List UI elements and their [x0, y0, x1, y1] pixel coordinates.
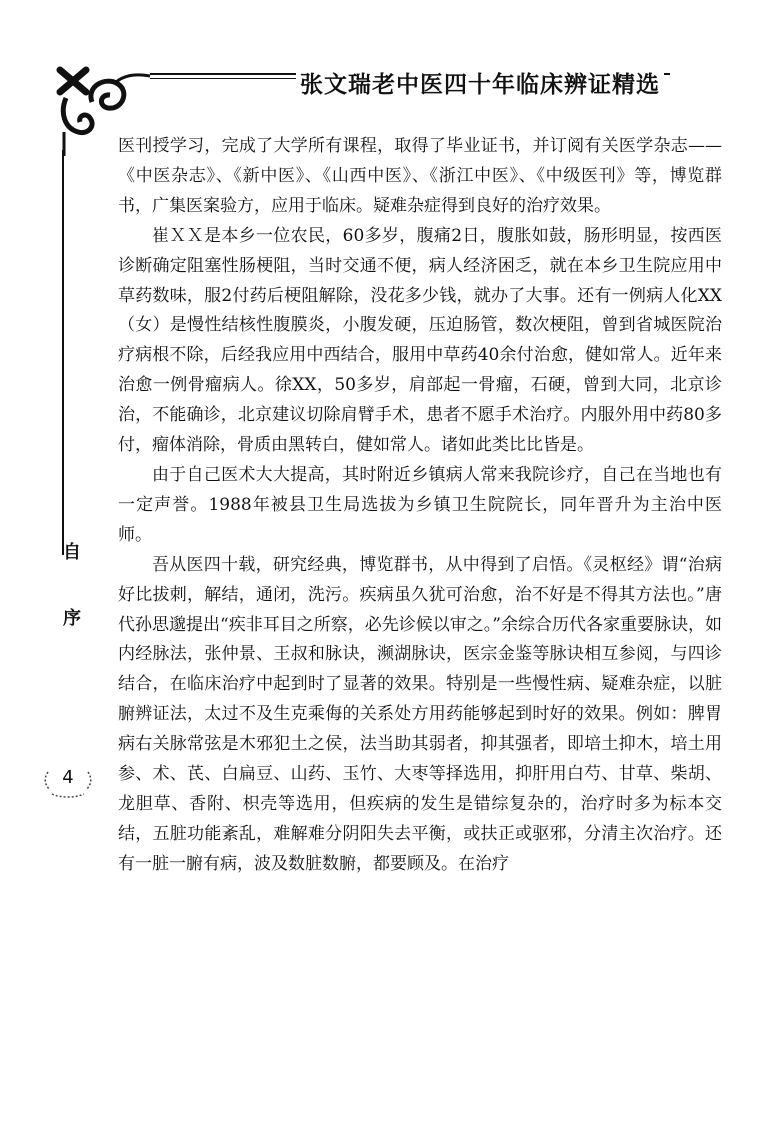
paragraph: 崔ＸＸ是本乡一位农民，60多岁，腹痛2日，腹胀如鼓，肠形明显，按西医诊断确定阻塞性肠梗阻，当时交通不便，病人经济困乏，就在本乡卫生院应用中草药数味，服2付药后梗阻解除，没花多少钱，就办了大事。还有一例病人化XX（女）是慢性结核性腹膜炎，小腹发硬，压迫肠管，数次梗阻，曾到省城医院治疗病根不除，后经我应用中西结合，服用中草药40余付治愈，健如常人。近年来治愈一例骨瘤病人。徐XX，50多岁，肩部起一骨瘤，石硬，曾到大同，北京诊治，不能确诊，北京建议切除肩臂手术，患者不愿手术治疗。内服外用中药80多付，瘤体消除，骨质由黑转白，健如常人。诸如此类比比皆是。 [118, 225, 722, 456]
paragraph: 医刊授学习，完成了大学所有课程，取得了毕业证书，并订阅有关医学杂志——《中医杂志》、《新中医》、《山西中医》、《浙江中医》、《中级医刊》等，博览群书，广集医案验方，应用于临床。疑难杂症得到良好的治疗效果。 [118, 136, 722, 216]
paragraph: 由于自己医术大大提高，其时附近乡镇病人常来我院诊疗，自己在当地也有一定声誉。1988年被县卫生局选拔为乡镇卫生院院长，同年晋升为主治中医师。 [118, 464, 722, 545]
running-header-title: 张文瑞老中医四十年临床辨证精选 [296, 66, 664, 99]
body-text [118, 132, 722, 880]
page-number-badge [40, 760, 96, 800]
paragraph: 吾从医四十载，研究经典，博览群书，从中得到了启悟。《灵枢经》谓“治病好比拔刺，解结，通闭，洗污。疾病虽久犹可治愈，治不好是不得其方法也。”唐代孙思邈提出“疾非耳目之所察，必先诊候以审之。”余综合历代各家重要脉诀，如内经脉法，张仲景、王叔和脉诀，濒湖脉诀，医宗金鉴等脉诀相互参阅，与四诊结合，在临床治疗中起到时了显著的效果。特别是一些慢性病、疑难杂症，以脏腑辨证法，太过不及生克乘侮的关系处方用药能够起到时好的效果。例如：脾胃病右关脉常弦是木邪犯土之侯，法当助其弱者，抑其强者，即培土抑木，培土用参、术、芪、白扁豆、山药、玉竹、大枣等择选用，抑肝用白芍、甘草、柴胡、龙胆草、香附、枳壳等选用，但疾病的发生是错综复杂的，治疗时多为标本交结，五脏功能紊乱，难解难分阴阳失去平衡，或扶正或驱邪，分清主次治疗。还有一脏一腑有病，波及数脏数腑，都要顾及。在治疗 [118, 554, 722, 874]
header-rule-thin [150, 78, 300, 79]
margin-rule [62, 150, 64, 555]
page-number: 4 [62, 767, 74, 788]
section-label: 自序 [63, 542, 81, 629]
